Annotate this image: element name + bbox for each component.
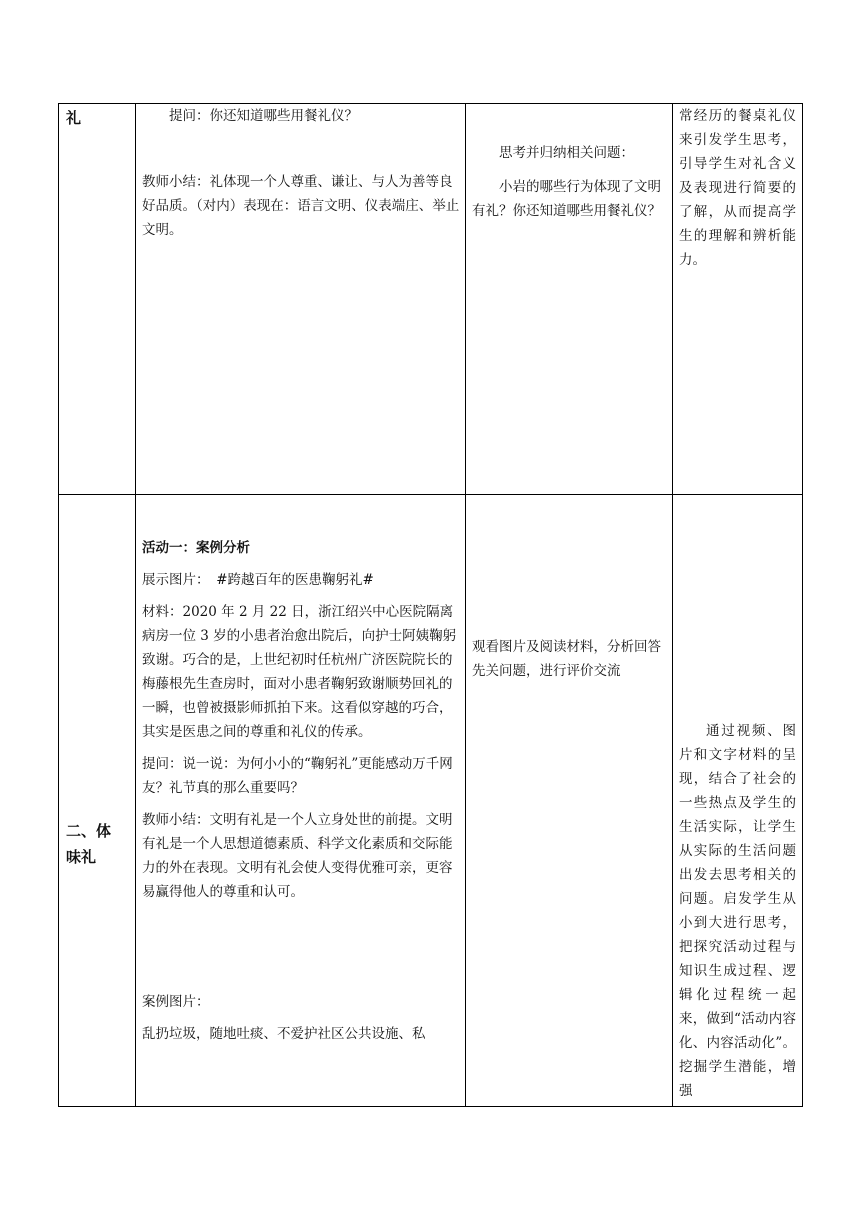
- column-divider: [672, 103, 673, 1107]
- row1-teacher-activity: [142, 104, 460, 242]
- column-divider: [135, 103, 136, 1107]
- row2-student-activity: 观看图片及阅读材料，分析回答先关问题，进行评价交流: [472, 639, 661, 679]
- lesson-plan-table: [58, 103, 803, 1107]
- row1-design-intent: 常经历的餐桌礼仪来引发学生思考，引导学生对礼含义及表现进行简要的了解，从而提高学生的理解和辨析能力。: [679, 108, 796, 268]
- case-picture-title: 案例图片：: [142, 994, 210, 1010]
- row2-summary: 教师小结：文明有礼是一个人立身处世的前提。文明有礼是一个人思想道德素质、科学文化素质和交际能力的外在表现。文明有礼会使人变得优雅可亲，更容易赢得他人的尊重和认可。: [142, 812, 453, 900]
- row2-label-line2: 味礼: [66, 848, 97, 866]
- table-border-left: [58, 103, 59, 1107]
- table-border-bottom: [58, 1106, 803, 1107]
- row-divider: [58, 494, 803, 495]
- row1-question: 提问：你还知道哪些用餐礼仪？: [169, 108, 358, 124]
- row2-design-intent: 通过视频、图片和文字材料的呈现，结合了社会的一些热点及学生的生活实际，让学生从实际的生活问题出发去思考相关的问题。启发学生从小到大进行思考，把探究活动过程与知识生成过程、逻辑化过程统一起来，做到“活动内容化、内容活动化”。挖掘学生潜能，增强: [679, 723, 796, 1099]
- row1-student-line1: 思考并归纳相关问题：: [499, 145, 634, 161]
- row2-question: 提问：说一说：为何小小的“鞠躬礼”更能感动万千网友？礼节真的那么重要吗？: [142, 756, 453, 796]
- material-paragraph: 材料：2020 年 2 月 22 日，浙江绍兴中心医院隔离病房一位 3 岁的小患者治愈出院后，向护士阿姨鞠躬致谢。巧合的是，上世纪初时任杭州广济医院院长的梅藤根先生查房时，面对小患者鞠躬致谢顺势回礼的一瞬，也曾被摄影师抓拍下来。这看似穿越的巧合，其实是医患之间的尊重和礼仪的传承。: [142, 604, 457, 740]
- row2-label-line1: 二、体: [66, 822, 112, 840]
- show-picture-line: 展示图片： #跨越百年的医患鞠躬礼#: [142, 572, 374, 588]
- row1-stage-label: 礼: [66, 109, 82, 127]
- column-divider: [465, 103, 466, 1107]
- row1-student-activity: [472, 141, 662, 223]
- row1-student-line2: 小岩的哪些行为体现了文明有礼？你还知道哪些用餐礼仪？: [472, 179, 661, 219]
- row2-teacher-activity: [142, 536, 460, 1046]
- case-text: 乱扔垃圾，随地吐痰、不爱护社区公共设施、私: [142, 1026, 426, 1042]
- row1-summary: 教师小结：礼体现一个人尊重、谦让、与人为善等良好品质。（对内）表现在：语言文明、仪表端庄、举止文明。: [142, 174, 460, 238]
- table-border-right: [802, 103, 803, 1107]
- row2-stage-label: [66, 818, 134, 870]
- activity-title: 活动一：案例分析: [142, 540, 250, 556]
